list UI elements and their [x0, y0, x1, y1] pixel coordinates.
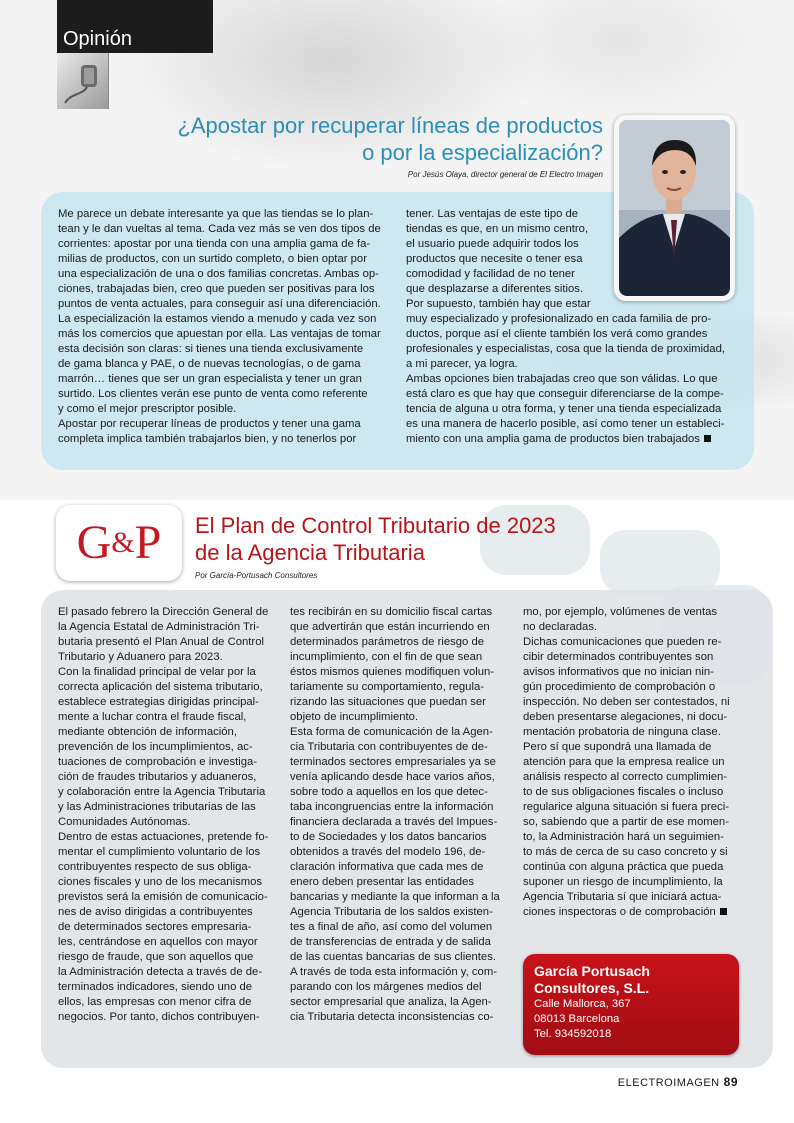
text-line: de determinados sectores empresaria- [58, 921, 252, 933]
article2-byline: Por García-Portusach Consultores [195, 571, 318, 580]
text-line: prevención de los incumplimientos, ac- [58, 741, 253, 753]
text-line: miento con una amplia gama de productos bien trabajados [406, 432, 737, 447]
text-line: Dentro de estas actuaciones, pretende fo- [58, 831, 269, 843]
text-line: no declaradas. [523, 621, 598, 633]
text-line: que advertirán que están incurriendo en [290, 621, 490, 633]
text-line: Agencia Tributaria de los saldos existen- [290, 906, 493, 918]
article1-column-2-wide [406, 312, 737, 447]
text-line: A través de toda esta información y, com- [290, 966, 497, 978]
text-line: Pero sí que supondrá una llamada de [523, 741, 712, 753]
text-line: tean y le dan vueltas al tema. Cada vez más se ven dos tipos de [58, 223, 381, 235]
text-line: deben presentarse alegaciones, ni docu- [523, 711, 728, 723]
text-line: puntos de venta actuales, para conseguir así una diferenciación. [58, 298, 381, 310]
text-line: to, la Administración hará un seguimien- [523, 831, 724, 843]
section-label: Opinión [63, 28, 132, 50]
text-line: atención para que la empresa realice un [523, 756, 725, 768]
text-line: mediante obtención de información, [58, 726, 237, 738]
text-line: riesgo de fraude, que son aquellos que [58, 951, 254, 963]
text-line: correcta aplicación del sistema tributario, [58, 681, 263, 693]
contact-name-line: Consultores, S.L. [534, 980, 650, 996]
text-line: mentación probatoria de ninguna clase. [523, 726, 721, 738]
text-line: to de sus obligaciones fiscales o incluso [523, 786, 724, 798]
contact-city: 08013 Barcelona [534, 1013, 620, 1025]
text-line: to de Sociedades y los datos bancarios [290, 831, 487, 843]
article2-title-line: El Plan de Control Tributario de 2023 [195, 513, 556, 538]
text-line: tuaciones de comprobación e investiga- [58, 756, 258, 768]
text-line: obtenidos a través del modelo 196, de- [290, 846, 486, 858]
text-line: y las Administraciones tributarias de las [58, 801, 256, 813]
text-line: productos que necesite o tener esa [406, 253, 583, 265]
text-line: establece estrategias dirigidas principal- [58, 696, 259, 708]
article1-column-2-narrow [406, 207, 604, 312]
text-line: y colaboración entre la Agencia Tributaria [58, 786, 266, 798]
text-line: La especialización la estamos viendo a menudo y cada vez son [58, 313, 377, 325]
text-line: Dichas comunicaciones que pueden re- [523, 636, 722, 648]
text-line: esta decisión son claras: si tienes una tienda exclusivamente [58, 343, 364, 355]
text-line: análisis respecto al correcto cumplimien- [523, 771, 728, 783]
article1-title-line: ¿Apostar por recuperar líneas de productos [177, 113, 603, 138]
text-line: contribuyentes respecto de sus obliga- [58, 861, 252, 873]
text-line: mentar el cumplimiento voluntario de los [58, 846, 261, 858]
article1-byline: Por Jesús Olaya, director general de El Electro Imagen [407, 170, 603, 179]
text-line: sector empresarial que analiza, la Agen- [290, 996, 492, 1008]
text-line: Apostar por recuperar líneas de productos y tener una gama [58, 418, 361, 430]
contact-address: Calle Mallorca, 367 [534, 998, 631, 1010]
contact-phone: Tel. 934592018 [534, 1028, 612, 1040]
text-line: ciones fiscales y uno de los mecanismos [58, 876, 263, 888]
text-line: de transferencias de entrada y de salida [290, 936, 491, 948]
text-line: sobre todo a aquellos en los que detec- [290, 786, 488, 798]
text-line: de gama blanca y PAE, o de nuevas tecnologías, o de gama [58, 358, 361, 370]
end-of-article-mark [704, 435, 711, 442]
text-line: ductos, porque así el cliente también los verá como grandes [406, 328, 708, 340]
text-line: rizando las situaciones que puedan ser [290, 696, 486, 708]
text-line: la Agencia Estatal de Administración Tri- [58, 621, 260, 633]
article2-title-line: de la Agencia Tributaria [195, 540, 425, 565]
text-line: completa implica también trabajarlos bien, y no tenerlos por [58, 433, 357, 445]
text-line: cia Tributaria detecta inconsistencias co- [290, 1011, 494, 1023]
article1-title [140, 112, 603, 166]
text-line: marrón… tienes que ser un gran especialista y tener un gran [58, 373, 362, 385]
magazine-name: ELECTROIMAGEN [617, 1077, 720, 1089]
text-line: continúa con alguna práctica que pueda [523, 861, 724, 873]
article1-column-1 [58, 207, 388, 447]
text-line: les, centrándose en aquellos con mayor [58, 936, 258, 948]
text-line: mo, por ejemplo, volúmenes de ventas [523, 606, 718, 618]
text-line: inspección. No deben ser contestados, ni [523, 696, 730, 708]
text-line: está claro es que hay que conseguir diferenciarse de la compe- [406, 388, 724, 400]
text-line: que desplazarse a diferentes sitios. [406, 283, 584, 295]
contact-box [523, 954, 739, 1055]
text-line: ellos, las empresas con menor cifra de [58, 996, 252, 1008]
article1-title-line: o por la especialización? [362, 140, 603, 165]
text-line: Tributario y Aduanero para 2023. [58, 651, 223, 663]
text-line: El pasado febrero la Dirección General de [58, 606, 269, 618]
text-line: financiera declarada a través del Impues- [290, 816, 498, 828]
text-line: to más de cerca de su caso concreto y si [523, 846, 728, 858]
text-line: Agencia Tributaria sí que iniciará actua- [523, 891, 722, 903]
text-line: el usuario puede adquirir todos los [406, 238, 579, 250]
text-line: butaria presentó el Plan Anual de Control [58, 636, 264, 648]
text-line: tes a final de año, así como del volumen [290, 921, 493, 933]
text-line: comodidad y facilidad de no tener [406, 268, 575, 280]
text-line: gún procedimiento de comprobación o [523, 681, 716, 693]
gp-logo [56, 505, 182, 581]
text-line: de las cuentas bancarias de sus clientes. [290, 951, 496, 963]
text-line: incumplimiento, con el fin de que sean [290, 651, 483, 663]
text-line: corrientes: apostar por una tienda con una amplia gama de fa- [58, 238, 371, 250]
text-line: tariamente su comportamiento, regula- [290, 681, 485, 693]
text-line: suponer un riesgo de incumplimiento, la [523, 876, 723, 888]
text-line: negocios. Por tanto, dichos contribuyen- [58, 1011, 260, 1023]
text-line: Esta forma de comunicación de la Agen- [290, 726, 493, 738]
text-line: tencia de alguna u otra forma, y tener una tienda especializada [406, 403, 722, 415]
text-line: determinados parámetros de riesgo de [290, 636, 485, 648]
text-line: so, sabiendo que a partir de ese momen- [523, 816, 729, 828]
text-line: cia Tributaria con contribuyentes de de- [290, 741, 488, 753]
text-line: taba incongruencias entre la información [290, 801, 494, 813]
text-line: y como el mejor prescriptor posible. [58, 403, 237, 415]
page-number: 89 [723, 1075, 738, 1089]
text-line: surtido. Los clientes verán ese punto de venta como referente [58, 388, 368, 400]
gp-logo-text: G&P [76, 516, 162, 569]
text-line: Me parece un debate interesante ya que las tiendas se lo plan- [58, 208, 374, 220]
text-line: cibir determinados contribuyentes son [523, 651, 714, 663]
article2-title [195, 512, 615, 566]
text-line: terminados indicadores, siendo uno de [58, 981, 253, 993]
text-line: ciones, trabajadas bien, creo que pueden ser positivas para los [58, 283, 375, 295]
page-footer [560, 1075, 738, 1089]
text-line: bancarias y mediante la que informan a la [290, 891, 500, 903]
text-line: a mi parecer, ya logra. [406, 358, 518, 370]
text-line: ción de fraudes tributarios y aduaneros, [58, 771, 257, 783]
text-line: avisos informativos que no inician nin- [523, 666, 714, 678]
text-line: Ambas opciones bien trabajadas creo que son válidas. Lo que [406, 373, 718, 385]
author-portrait [614, 115, 735, 301]
text-line: parando con los márgenes medios del [290, 981, 482, 993]
article2-column-1 [58, 605, 272, 1025]
article2-column-2 [290, 605, 504, 1025]
text-line: tiendas es que, en un mismo centro, [406, 223, 589, 235]
text-line: nes de aviso dirigidas a contribuyentes [58, 906, 253, 918]
text-line: milias de productos, con un surtido completo, o bien optar por [58, 253, 367, 265]
text-line: claración informativa que cada mes de [290, 861, 484, 873]
text-line: previstos será la emisión de comunicacio- [58, 891, 268, 903]
text-line: éstos mismos quienes modifiquen volun- [290, 666, 495, 678]
text-line: terminados sectores empresariales ya se [290, 756, 496, 768]
text-line: regularice alguna situación si fuera preci- [523, 801, 729, 813]
text-line: tener. Las ventajas de este tipo de [406, 208, 579, 220]
text-line: más los comercios que apuestan por ella. Las ventajas de tomar [58, 328, 381, 340]
text-line: mente a luchar contra el fraude fiscal, [58, 711, 247, 723]
text-line: la Administración detecta a través de de- [58, 966, 263, 978]
text-line: enero deben presentar las entidades [290, 876, 475, 888]
text-line: Por supuesto, también hay que estar [406, 298, 591, 310]
text-line: ciones inspectoras o de comprobación [523, 905, 738, 920]
text-line: tes recibirán en su domicilio fiscal cartas [290, 606, 493, 618]
text-line: Con la finalidad principal de velar por la [58, 666, 256, 678]
text-line: profesionales y especialistas, cosa que la tienda de proximidad, [406, 343, 726, 355]
portrait-photo [619, 120, 730, 296]
end-of-article-mark [720, 908, 727, 915]
microphone-icon [57, 53, 109, 109]
microphone-image [57, 53, 109, 109]
text-line: Comunidades Autónomas. [58, 816, 191, 828]
text-line: venía aplicando desde hace varios años, [290, 771, 495, 783]
contact-name-line: García Portusach [534, 963, 650, 979]
text-line: objeto de incumplimiento. [290, 711, 419, 723]
text-line: es una manera de hacerlo posible, así como tener un estableci- [406, 418, 725, 430]
article2-column-3 [523, 605, 738, 920]
text-line: una especialización de una o dos familias concretas. Ambas op- [58, 268, 379, 280]
text-line: muy especializado y profesionalizado en cada familia de pro- [406, 313, 712, 325]
